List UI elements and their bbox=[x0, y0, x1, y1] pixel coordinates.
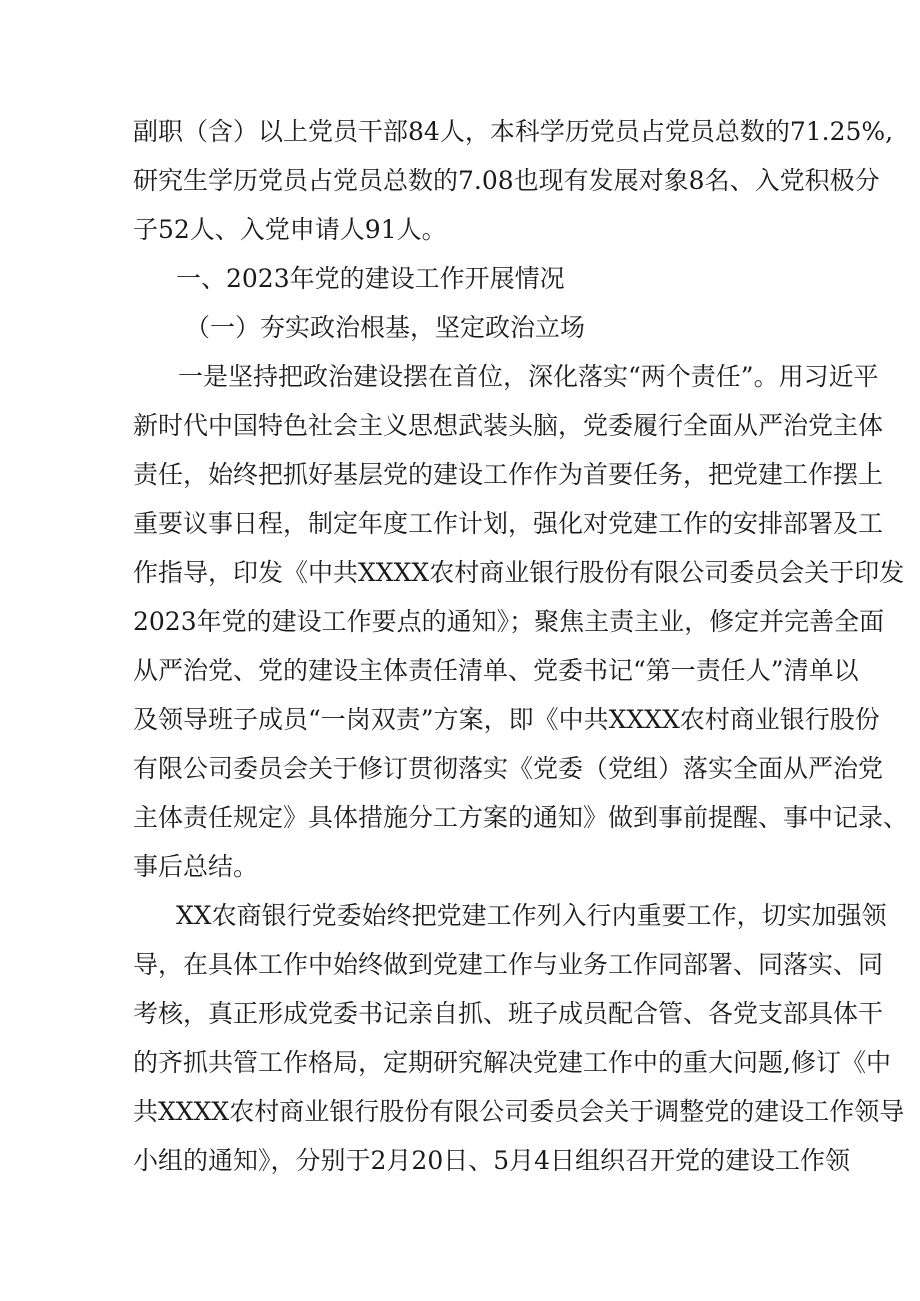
text-line: 子52人、入党申请人91人。 bbox=[133, 215, 447, 244]
text-line: 有限公司委员会关于修订贯彻落实《党委（党组）落实全面从严治党 bbox=[133, 754, 884, 783]
text-line: 责任，始终把抓好基层党的建设工作作为首要任务，把党建工作摆上 bbox=[133, 460, 884, 489]
text-line: 作指导，印发《中共XXXX农村商业银行股份有限公司委员会关于印发 bbox=[133, 558, 905, 587]
text-line: 从严治党、党的建设主体责任清单、党委书记“第一责任人”清单以 bbox=[133, 656, 859, 685]
text-line: 导，在具体工作中始终做到党建工作与业务工作同部署、同落实、同 bbox=[133, 950, 884, 979]
text-line: 副职（含）以上党员干部84人，本科学历党员占党员总数的71.25%, bbox=[133, 117, 894, 146]
text-line: 新时代中国特色社会主义思想武装头脑，党委履行全面从严治党主体 bbox=[133, 411, 884, 440]
text-line: 小组的通知》，分别于2月20日、5月4日组织召开党的建设工作领 bbox=[133, 1146, 851, 1175]
subsection-heading: （一）夯实政治根基，坚定政治立场 bbox=[185, 313, 586, 342]
text-line: 考核，真正形成党委书记亲自抓、班子成员配合管、各党支部具体干 bbox=[133, 999, 884, 1028]
text-line: 研究生学历党员占党员总数的7.08也现有发展对象8名、入党积极分 bbox=[133, 166, 880, 195]
text-line: 一是坚持把政治建设摆在首位，深化落实“两个责任”。用习近平 bbox=[178, 362, 879, 391]
text-line: 重要议事日程，制定年度工作计划，强化对党建工作的安排部署及工 bbox=[133, 509, 884, 538]
section-heading: 一、2023年党的建设工作开展情况 bbox=[176, 264, 565, 293]
text-line: 及领导班子成员“一岗双责”方案，即《中共XXXX农村商业银行股份 bbox=[133, 705, 880, 734]
text-line: XX农商银行党委始终把党建工作列入行内重要工作，切实加强领 bbox=[176, 901, 887, 930]
text-line: 事后总结。 bbox=[133, 852, 259, 881]
text-line: 共XXXX农村商业银行股份有限公司委员会关于调整党的建设工作领导 bbox=[133, 1097, 905, 1126]
text-line: 主体责任规定》具体措施分工方案的通知》做到事前提醒、事中记录、 bbox=[133, 803, 909, 832]
text-line: 的齐抓共管工作格局，定期研究解决党建工作中的重大问题,修订《中 bbox=[133, 1048, 891, 1077]
text-line: 2023年党的建设工作要点的通知》；聚焦主责主业，修定并完善全面 bbox=[133, 607, 885, 636]
